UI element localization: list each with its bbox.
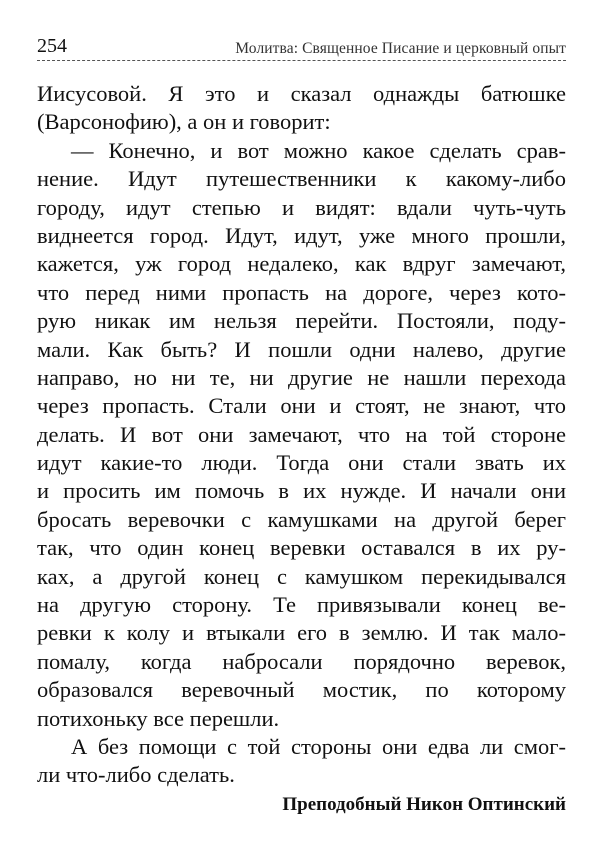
text-line: и просить им помочь в их нужде. И начали они	[37, 478, 566, 504]
text-line: делать. И вот они замечают, что на той стороне	[37, 421, 566, 447]
text-line: ках, а другой конец с камушком перекидывался	[37, 563, 566, 589]
text-line: (Варсонофию), а он и говорит:	[37, 109, 331, 135]
running-title: Молитва: Священное Писание и церковный опыт	[235, 40, 566, 57]
body-text	[37, 80, 566, 790]
text-line: на другую сторону. Те привязывали конец ве-	[37, 592, 566, 618]
text-line: кажется, уж город недалеко, как вдруг замечают,	[37, 251, 566, 277]
text-line: так, что один конец веревки оставался в их ру-	[37, 535, 566, 561]
text-line: нение. Идут путешественники к какому-либо	[37, 166, 566, 192]
text-line: образовался веревочный мостик, по которому	[37, 677, 566, 703]
text-line: через пропасть. Стали они и стоят, не знают, что	[37, 393, 566, 419]
text-line: — Конечно, и вот можно какое сделать срав-	[71, 137, 566, 163]
text-line: бросать веревочки с камушками на другой берег	[37, 506, 566, 532]
text-line: направо, но ни те, ни другие не нашли перехода	[37, 364, 566, 390]
text-line: виднеется город. Идут, идут, уже много прошли,	[37, 222, 566, 248]
page-number: 254	[37, 35, 67, 57]
page-header	[37, 22, 566, 58]
text-line: рую никак им нельзя перейти. Постояли, поду-	[37, 308, 566, 334]
text-line: городу, идут степью и видят: вдали чуть-чуть	[37, 194, 566, 220]
text-line: А без помощи с той стороны они едва ли смог-	[71, 733, 566, 759]
text-line: идут какие-то люди. Тогда они стали звать их	[37, 450, 566, 476]
text-line: помалу, когда набросали порядочно веревок,	[37, 648, 566, 674]
text-line: потихоньку все перешли.	[37, 705, 280, 731]
header-rule	[37, 60, 566, 61]
text-line: что перед ними пропасть на дороге, через кото-	[37, 279, 566, 305]
text-line: мали. Как быть? И пошли одни налево, другие	[37, 336, 566, 362]
text-line: ли что-либо сделать.	[37, 762, 235, 788]
signature: Преподобный Никон Оптинский	[282, 794, 566, 815]
text-line: ревки к колу и втыкали его в землю. И так мало-	[37, 620, 566, 646]
text-line: Иисусовой. Я это и сказал однажды батюшке	[37, 81, 566, 106]
